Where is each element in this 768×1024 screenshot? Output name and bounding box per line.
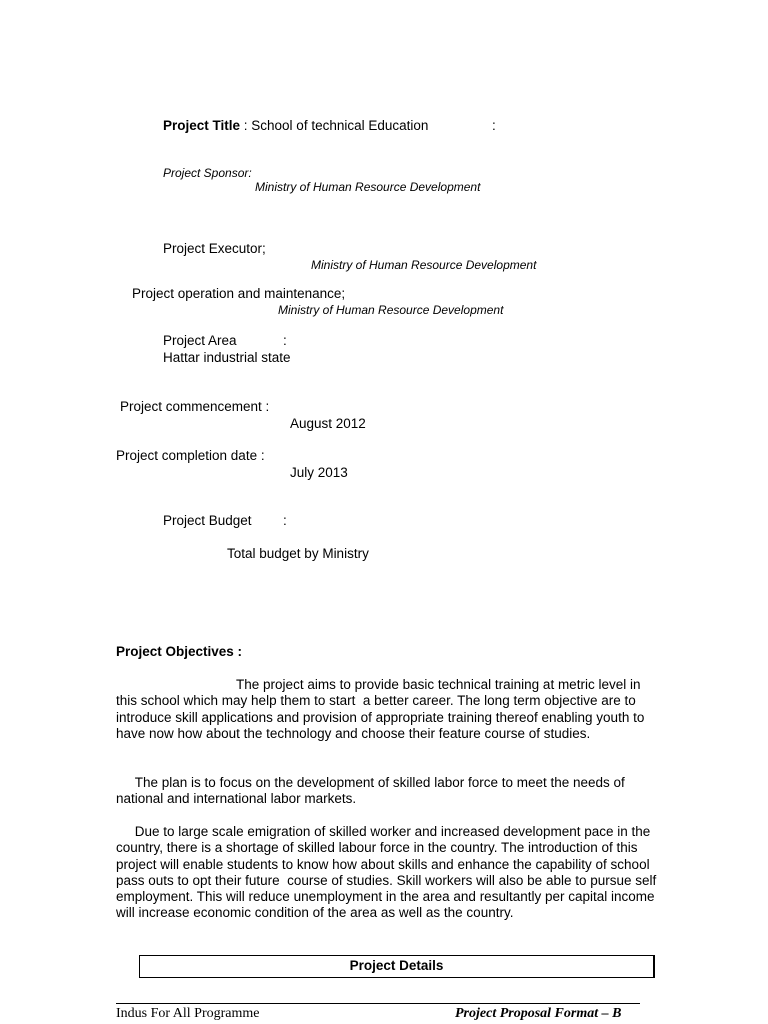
completion-value: July 2013 — [290, 465, 348, 480]
objectives-paragraph-3: Due to large scale emigration of skilled worker and increased development pace in the country, there is a shortage of skilled labour force in the country. The introduction of this project will enable students to know how about skills and enhance the capability of school pass outs to opt their future course of studies. Skill workers will also be able to pursue self employment. This will reduce unemployment in the area and resultantly per capital income will increase economic condition of the area as well as the country. — [116, 824, 661, 921]
operation-value: Ministry of Human Resource Development — [278, 303, 504, 317]
budget-colon: : — [283, 513, 287, 528]
operation-label: Project operation and maintenance; — [132, 286, 346, 301]
project-title-trailing-colon: : — [492, 118, 496, 133]
area-label: Project Area — [163, 333, 237, 348]
objectives-paragraph-1: The project aims to provide basic technical training at metric level in this school which may help them to start a better career. The long term objective are to introduce skill applications and provision of appropriate training thereof enabling youth to have now how about the technology and choose their feature course of studies. — [116, 677, 649, 741]
sponsor-label: Project Sponsor: — [163, 166, 252, 180]
objectives-heading: Project Objectives : — [116, 644, 243, 659]
executor-value: Ministry of Human Resource Development — [311, 258, 537, 272]
sponsor-value: Ministry of Human Resource Development — [255, 180, 481, 194]
executor-label: Project Executor; — [163, 241, 266, 256]
budget-label: Project Budget — [163, 513, 252, 528]
commencement-value: August 2012 — [290, 416, 366, 431]
completion-label: Project completion date : — [116, 448, 265, 463]
footer-programme: Indus For All Programme — [116, 1006, 260, 1021]
budget-value: Total budget by Ministry — [227, 546, 369, 561]
area-colon: : — [283, 333, 287, 348]
footer-divider — [116, 1003, 640, 1004]
project-details-heading: Project Details — [139, 955, 655, 978]
area-value: Hattar industrial state — [163, 350, 291, 365]
commencement-label: Project commencement : — [120, 399, 270, 414]
footer-format: Project Proposal Format – B — [455, 1006, 622, 1021]
objectives-paragraph-2: The plan is to focus on the development of skilled labor force to meet the needs of national and international labor markets. — [116, 775, 629, 807]
project-title-line — [163, 118, 428, 134]
project-title-value: : School of technical Education — [240, 118, 429, 133]
project-title-label: Project Title — [163, 118, 241, 133]
